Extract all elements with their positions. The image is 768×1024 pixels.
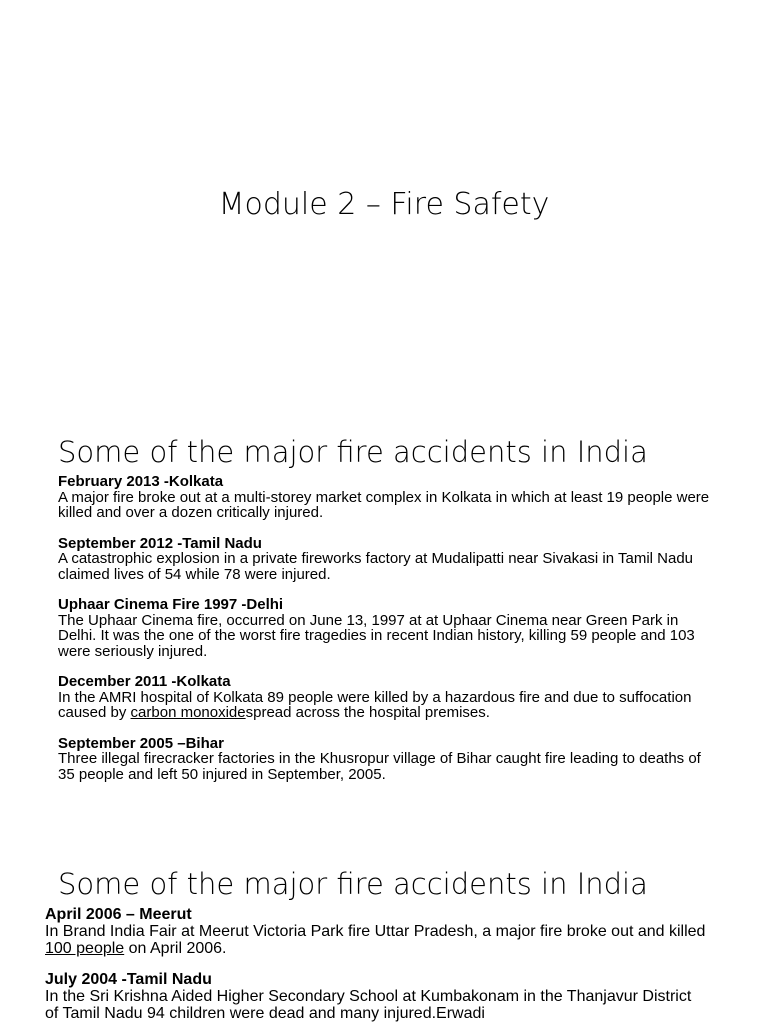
carbon-monoxide-link[interactable]: carbon monoxide [130,704,246,721]
entry-body: A catastrophic explosion in a private fireworks factory at Mudalipatti near Sivakasi in Tamil Nadu claimed lives of 54 while 78 were injured. [58,550,694,583]
module-title: Module 2 – Fire Safety [218,187,550,222]
section-heading: Some of the major fire accidents in India [58,435,648,469]
accident-entry [58,736,712,783]
entry-heading: April 2006 – Meerut [45,906,192,923]
entry-body-text: spread across the hospital premises. [245,704,490,721]
100-people-link[interactable]: 100 people [45,940,125,957]
entry-body [45,923,708,957]
entry-heading: September 2005 –Bihar [58,734,224,752]
entry-heading: December 2011 -Kolkata [58,673,231,690]
entry-body: A major fire broke out at a multi-storey market complex in Kolkata in which at least 19 people were killed and over a dozen critically injured. [58,488,710,521]
accident-entry [45,906,708,957]
entry-heading: September 2012 -Tamil Nadu [58,534,262,552]
entry-heading: February 2013 -Kolkata [58,473,224,490]
accident-entry [45,971,708,1022]
entry-heading: Uphaar Cinema Fire 1997 -Delhi [58,596,284,613]
accident-entry [58,536,712,583]
entry-body: Three illegal firecracker factories in the Khusropur village of Bihar caught fire leading to deaths of 35 people and left 50 injured in September, 2005. [58,750,701,783]
accident-entry [58,674,712,721]
entry-body: The Uphaar Cinema fire, occurred on June 13, 1997 at at Uphaar Cinema near Green Park in Delhi. It was the one of the worst fire tragedies in recent Indian history, killing 59 people and 103 were seriously injured. [58,611,695,660]
entry-body-text: In Brand India Fair at Meerut Victoria Park fire Uttar Pradesh, a major fire broke out and killed [45,923,706,940]
entry-body-text: In the AMRI hospital of Kolkata 89 people were killed by a hazardous fire and due to suffocation caused by [58,688,692,721]
entry-body: In the Sri Krishna Aided Higher Secondary School at Kumbakonam in the Thanjavur District of Tamil Nadu 94 children were dead and many injured.Erwadi [45,988,692,1022]
accident-entry [58,474,712,521]
entry-body-text: on April 2006. [124,940,227,957]
entry-heading: July 2004 -Tamil Nadu [45,971,212,988]
accident-entry [58,597,712,659]
section-heading: Some of the major fire accidents in India [58,867,648,901]
fire-accidents-section-2 [0,866,768,1024]
entry-body [58,690,712,721]
fire-accidents-section-1 [0,434,768,797]
